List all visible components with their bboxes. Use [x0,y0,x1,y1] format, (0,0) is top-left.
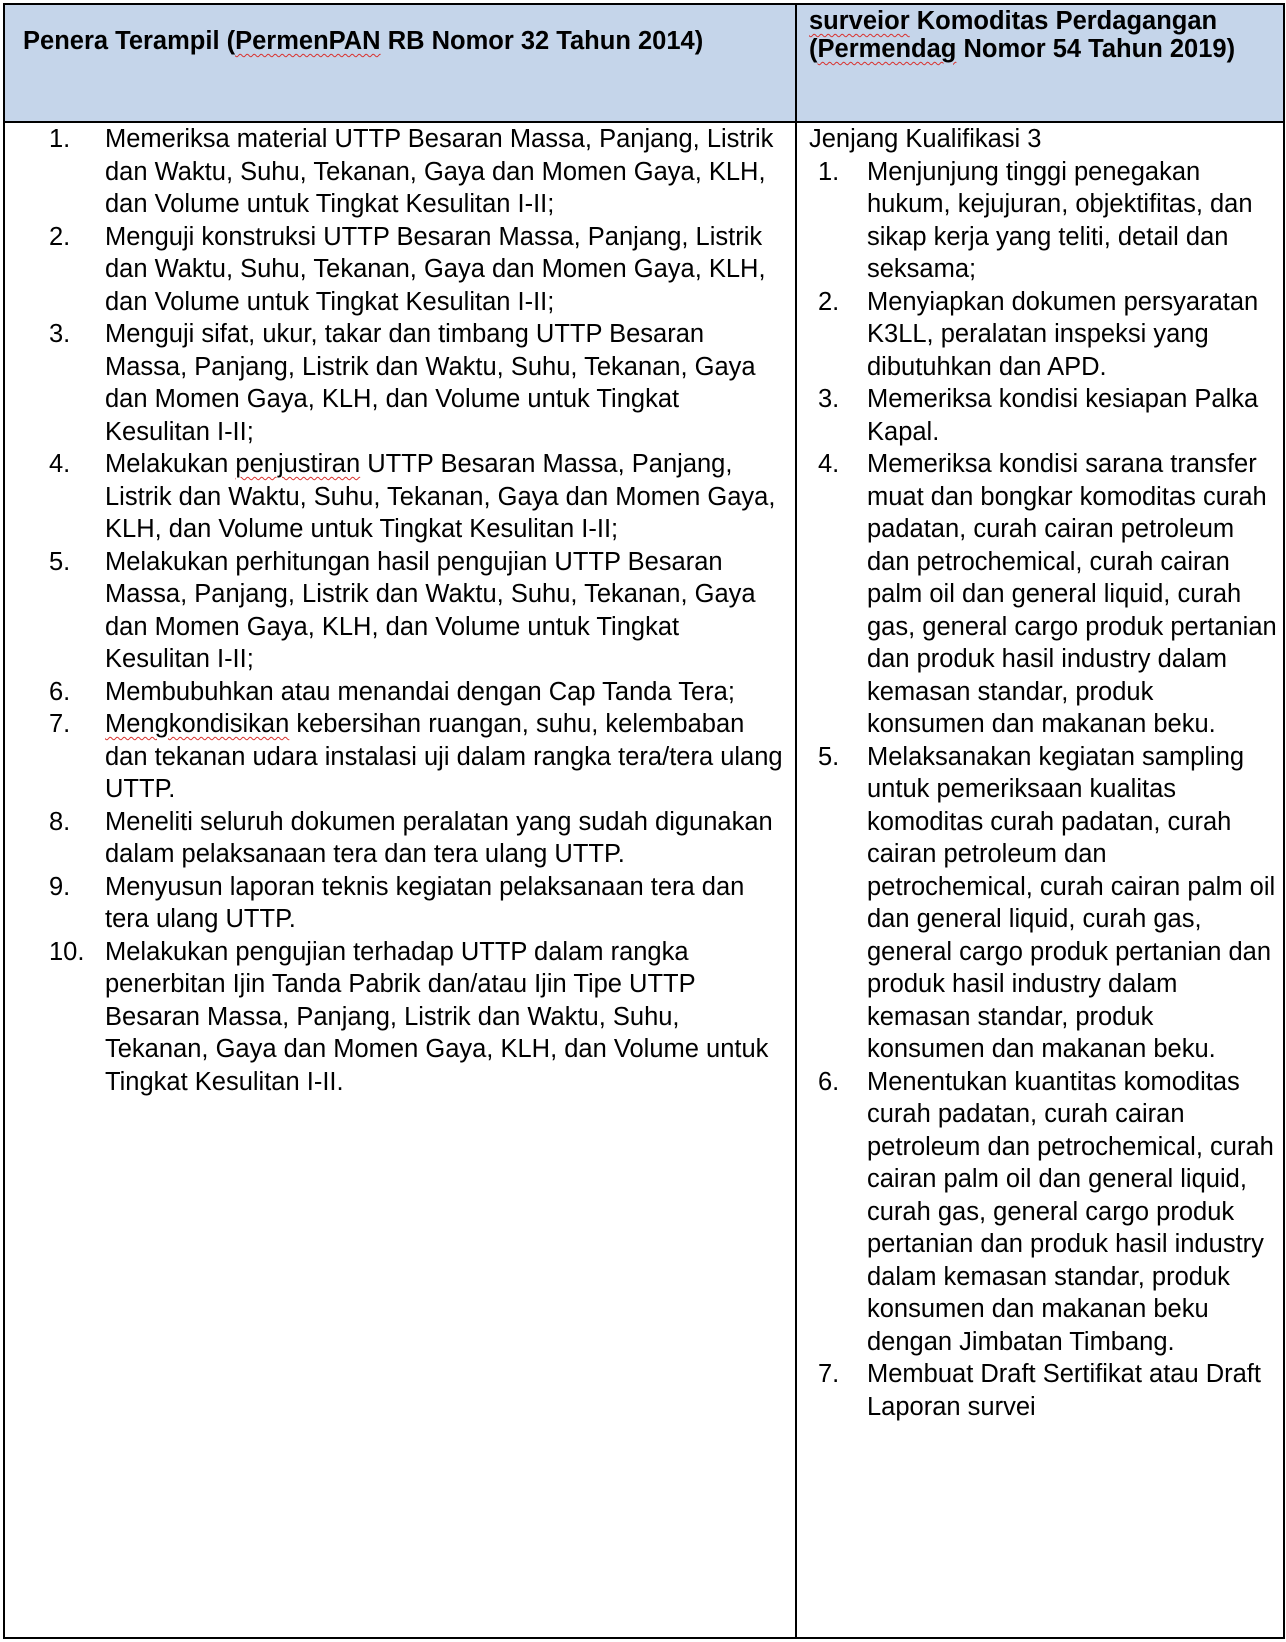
list-item [5,708,787,806]
header-text: RB Nomor 32 Tahun 2014) [380,27,704,55]
body-row [4,122,1284,1638]
item-number: 1. [49,125,71,153]
item-number: 4. [818,450,840,478]
spellcheck-word[interactable]: penjustiran [235,450,361,478]
item-number: 1. [818,157,840,186]
header-penera-terampil [4,4,796,122]
header-surveior-komoditas [796,4,1284,122]
penera-duties-list [5,123,787,1098]
item-text: Menguji sifat, ukur, takar dan timbang UTTP Besaran Massa, Panjang, Listrik dan Waktu, Suhu, Tekanan, Gaya dan Momen Gaya, KLH, dan Volume untuk Tingkat Kesulitan I-II; [105,320,756,446]
item-number: 8. [49,807,71,836]
item-number: 5. [818,742,840,771]
list-item [5,546,787,676]
list-item [5,676,787,709]
item-number: 7. [49,710,71,738]
item-text: Menjunjung tinggi penegakan hukum, kejujuran, objektifitas, dan sikap kerja yang teliti, detail dan seksama; [867,157,1253,283]
penera-duties-cell [4,122,796,1638]
item-text: Membubuhkan atau menandai dengan Cap Tanda Tera; [105,677,735,706]
list-item [809,286,1277,384]
item-text: Menguji konstruksi UTTP Besaran Massa, Panjang, Listrik dan Waktu, Suhu, Tekanan, Gaya dan Momen Gaya, KLH, dan Volume untuk Tingkat Kesulitan I-II; [105,222,766,316]
item-number: 4. [49,450,71,478]
list-item [5,221,787,319]
item-text-part: Melakukan [105,450,236,478]
header-text: Penera Terampil ( [23,27,236,55]
item-text: Membuat Draft Sertifikat atau Draft Laporan survei [867,1360,1261,1421]
item-text: Meneliti seluruh dokumen peralatan yang sudah digunakan dalam pelaksanaan tera dan tera ulang UTTP. [105,807,773,868]
item-number: 10. [49,937,85,966]
item-number: 9. [49,872,71,901]
list-item [5,936,787,1099]
qualification-level: Jenjang Kualifikasi 3 [809,125,1042,153]
list-item [5,318,787,448]
header-text: Nomor 54 Tahun 2019) [956,35,1236,63]
spellcheck-word[interactable]: surveior [809,7,910,35]
spellcheck-word[interactable]: PermenPAN [235,27,381,55]
item-text: Melakukan perhitungan hasil pengujian UTTP Besaran Massa, Panjang, Listrik dan Waktu, Suhu, Tekanan, Gaya dan Momen Gaya, KLH, dan Volume untuk Tingkat Kesulitan I-II; [105,547,756,673]
item-text: Melaksanakan kegiatan sampling untuk pemeriksaan kualitas komoditas curah padatan, curah cairan petroleum dan petrochemical, curah cairan palm oil dan general liquid, curah gas, general cargo produk pertanian dan produk hasil industry dalam kemasan standar, produk konsumen dan makanan beku. [867,742,1276,1063]
list-item [5,123,787,221]
item-number: 6. [49,677,71,706]
item-number: 3. [818,385,840,413]
item-text: Melakukan pengujian terhadap UTTP dalam rangka penerbitan Ijin Tanda Pabrik dan/atau Ijin Tipe UTTP Besaran Massa, Panjang, Listrik dan Waktu, Suhu, Tekanan, Gaya dan Momen Gaya, KLH, dan Volume untuk Tingkat Kesulitan I-II. [105,937,769,1096]
item-number: 2. [818,287,840,316]
item-number: 7. [818,1360,840,1388]
item-text-part: kebersihan ruangan, suhu, kelembaban dan tekanan udara instalasi uji dalam rangka tera/tera ulang UTTP. [105,710,783,803]
header-text: Komoditas Perdagangan ( [809,7,1218,63]
item-text: Menentukan kuantitas komoditas curah padatan, curah cairan petroleum dan petrochemical, curah cairan palm oil dan general liquid, curah gas, general cargo produk pertanian dan produk hasil industry dalam kemasan standar, produk konsumen dan makanan beku dengan Jimbatan Timbang. [867,1067,1274,1356]
item-number: 3. [49,320,71,348]
list-item [5,806,787,871]
surveior-duties-list [809,156,1277,1424]
item-text: Menyusun laporan teknis kegiatan pelaksanaan tera dan tera ulang UTTP. [105,872,745,933]
surveior-duties-cell [796,122,1284,1638]
list-item [809,156,1277,286]
header-row [4,4,1284,122]
list-item [809,383,1277,448]
item-text: Memeriksa kondisi sarana transfer muat dan bongkar komoditas curah padatan, curah cairan petroleum dan petrochemical, curah cairan palm oil dan general liquid, curah gas, general cargo produk pertanian dan produk hasil industry dalam kemasan standar, produk konsumen dan makanan beku. [867,450,1277,738]
list-item [809,448,1277,741]
item-text-part: UTTP Besaran Massa, Panjang, Listrik dan Waktu, Suhu, Tekanan, Gaya dan Momen Gaya, KLH, dan Volume untuk Tingkat Kesulitan I-II; [105,450,776,543]
spellcheck-word[interactable]: Mengkondisikan [105,710,290,738]
list-item [809,1066,1277,1359]
item-number: 2. [49,222,71,251]
item-number: 6. [818,1067,840,1096]
item-text: Memeriksa kondisi kesiapan Palka Kapal. [867,385,1259,446]
item-text [105,448,787,546]
item-text: Menyiapkan dokumen persyaratan K3LL, peralatan inspeksi yang dibutuhkan dan APD. [867,287,1259,381]
list-item [5,448,787,546]
comparison-table [3,3,1285,1639]
list-item [809,1358,1277,1423]
spellcheck-word[interactable]: Permendag [817,35,957,63]
item-text [105,708,787,806]
item-text: Memeriksa material UTTP Besaran Massa, Panjang, Listrik dan Waktu, Suhu, Tekanan, Gaya dan Momen Gaya, KLH, dan Volume untuk Tingkat Kesulitan I-II; [105,125,774,218]
item-number: 5. [49,547,71,576]
list-item [5,871,787,936]
list-item [809,741,1277,1066]
